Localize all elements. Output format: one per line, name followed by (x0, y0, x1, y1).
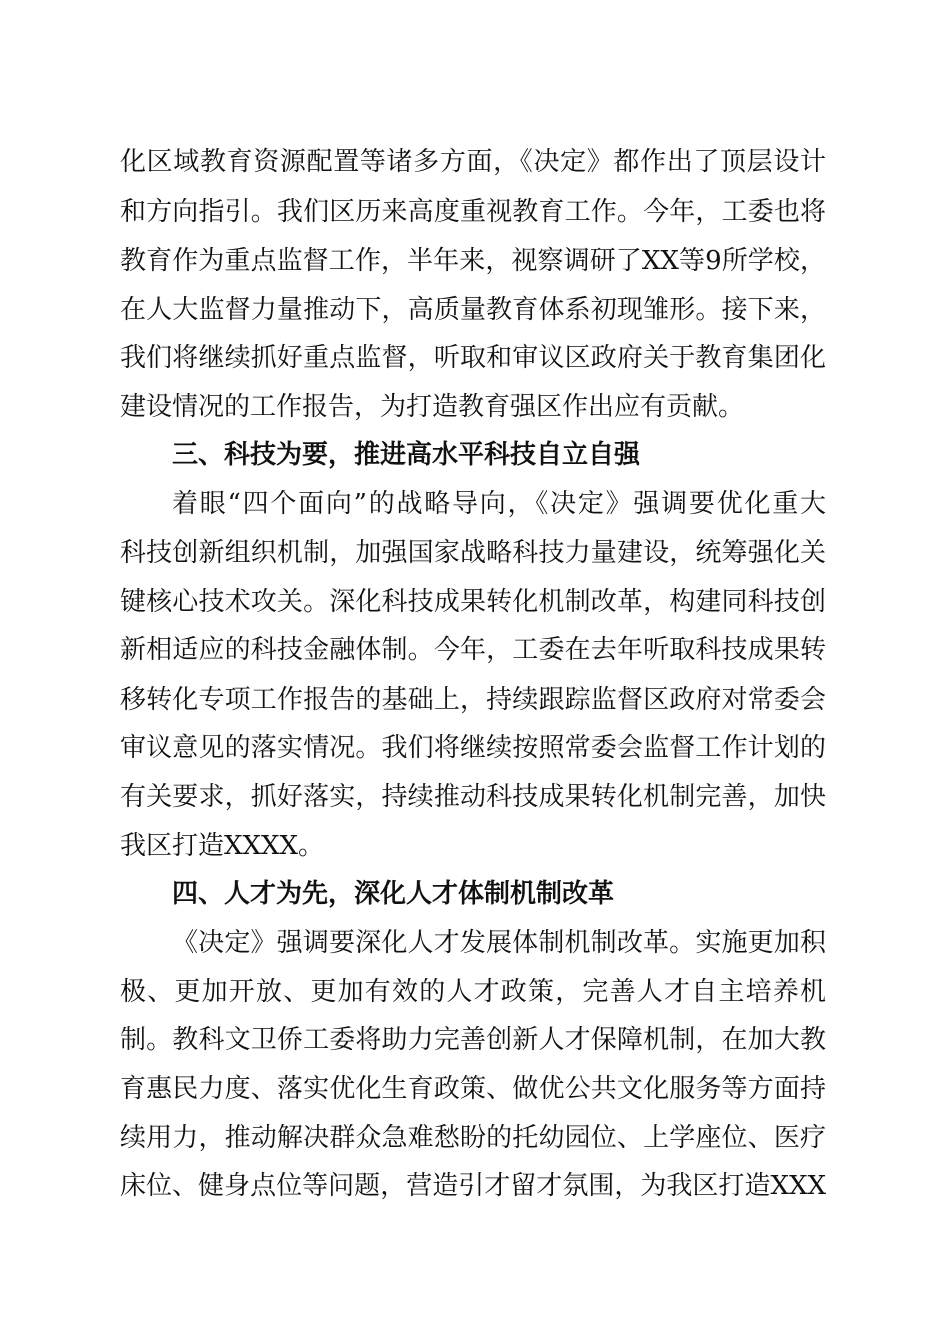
paragraph-line: 续用力，推动解决群众急难愁盼的托幼园位、上学座位、医疗 (120, 1123, 826, 1153)
paragraph-line: 育惠民力度、落实优化生育政策、做优公共文化服务等方面持 (120, 1074, 826, 1104)
paragraph-line: 新相适应的科技金融体制。今年，工委在去年听取科技成果转 (120, 635, 826, 665)
paragraph-line: 着眼“四个面向”的战略导向，《决定》强调要优化重大 (172, 489, 826, 519)
paragraph-line: 键核心技术攻关。深化科技成果转化机制改革，构建同科技创 (120, 587, 826, 617)
paragraph-line: 教育作为重点监督工作，半年来，视察调研了XX等9所学校， (120, 246, 826, 276)
paragraph-line: 我区打造XXXX。 (120, 831, 325, 861)
paragraph-line: 审议意见的落实情况。我们将继续按照常委会监督工作计划的 (120, 733, 826, 763)
paragraph-line: 化区域教育资源配置等诸多方面，《决定》都作出了顶层设计 (120, 147, 826, 177)
paragraph-line: 有关要求，抓好落实，持续推动科技成果转化机制完善，加快 (120, 782, 826, 812)
paragraph-line: 床位、健身点位等问题，营造引才留才氛围，为我区打造XXX (120, 1171, 826, 1201)
paragraph-line: 极、更加开放、更加有效的人才政策，完善人才自主培养机 (120, 977, 826, 1007)
paragraph-line: 移转化专项工作报告的基础上，持续跟踪监督区政府对常委会 (120, 685, 826, 715)
paragraph-line: 《决定》强调要深化人才发展体制机制改革。实施更加积 (172, 928, 826, 958)
paragraph-line: 在人大监督力量推动下，高质量教育体系初现雏形。接下来， (120, 295, 826, 325)
paragraph-line: 科技创新组织机制，加强国家战略科技力量建设，统筹强化关 (120, 538, 826, 568)
section-heading: 三、科技为要，推进高水平科技自立自强 (172, 440, 641, 470)
section-heading: 四、人才为先，深化人才体制机制改革 (172, 879, 615, 909)
paragraph-line: 制。教科文卫侨工委将助力完善创新人才保障机制，在加大教 (120, 1025, 826, 1055)
paragraph-line: 和方向指引。我们区历来高度重视教育工作。今年，工委也将 (120, 197, 826, 227)
paragraph-line: 建设情况的工作报告，为打造教育强区作出应有贡献。 (120, 392, 745, 422)
paragraph-line: 我们将继续抓好重点监督，听取和审议区政府关于教育集团化 (120, 343, 826, 373)
